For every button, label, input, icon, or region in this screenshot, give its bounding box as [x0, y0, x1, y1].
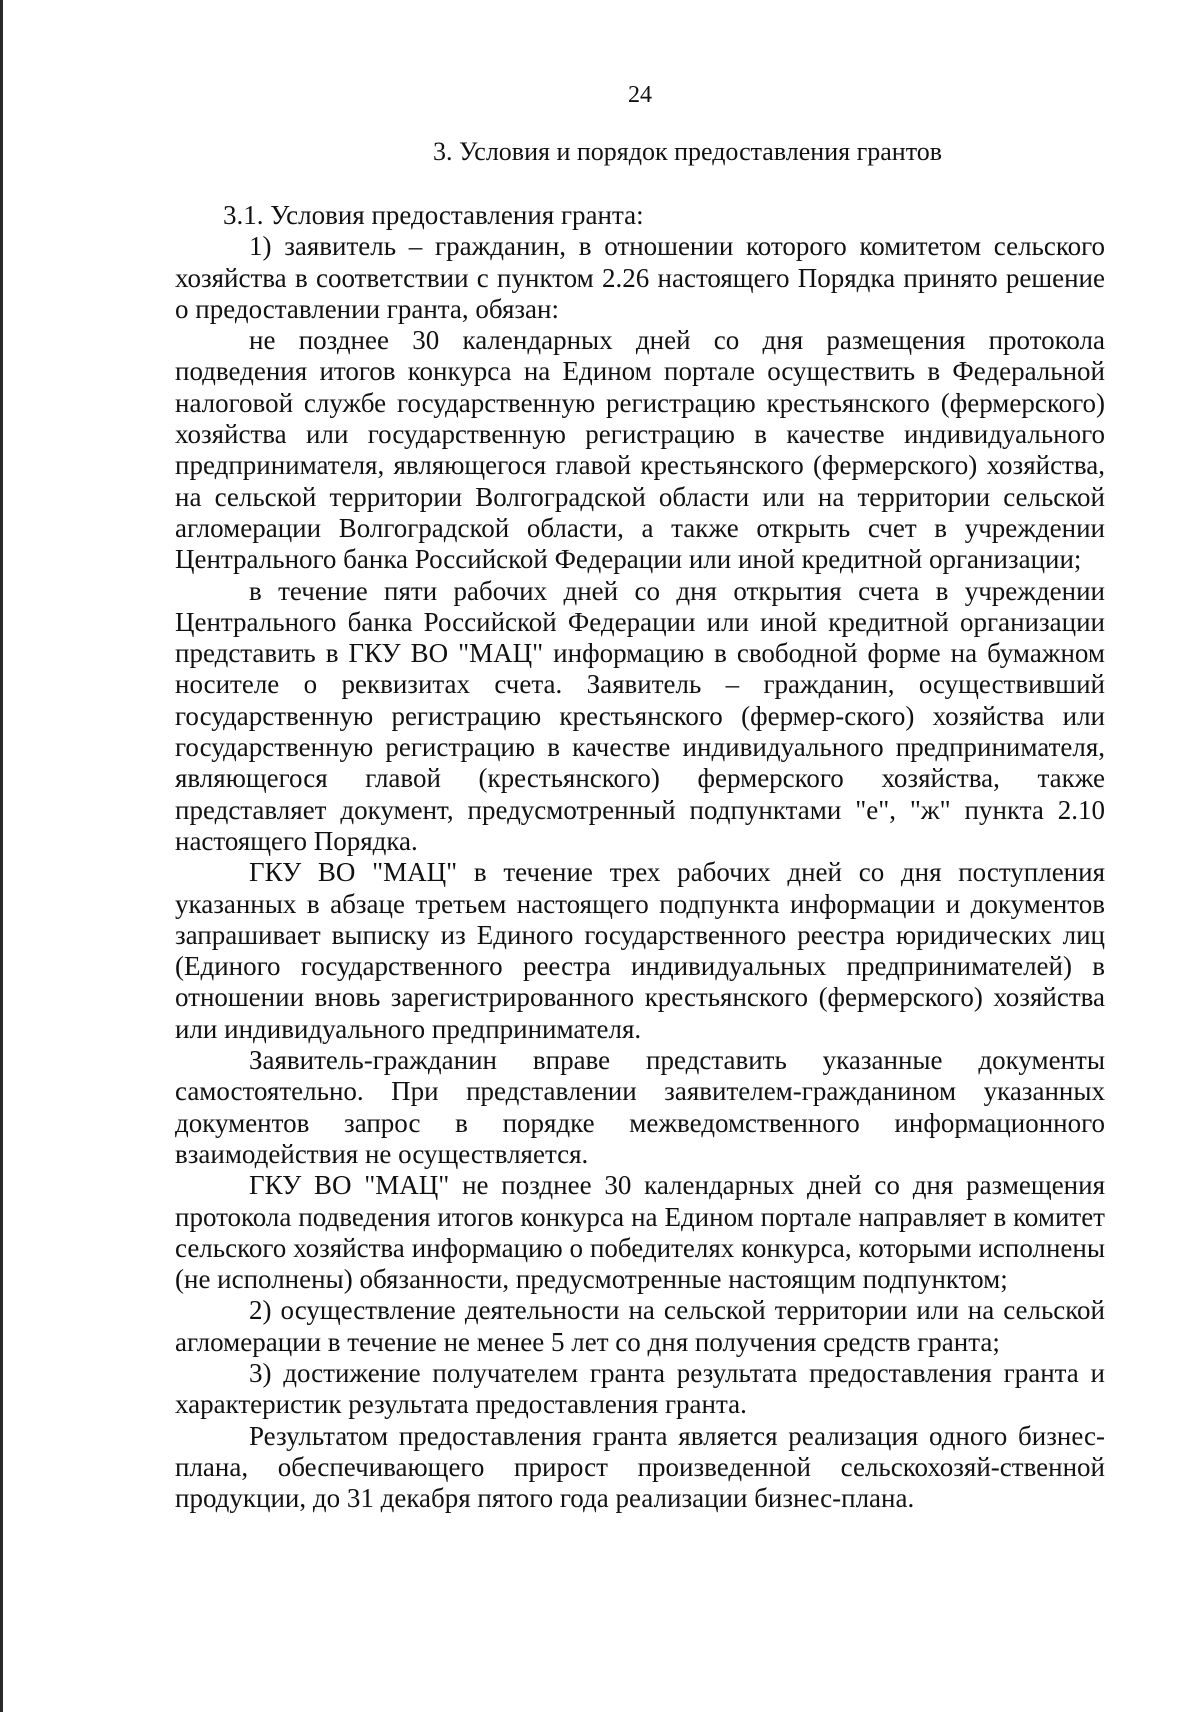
paragraph-self-submission: Заявитель-гражданин вправе представить указанные документы самостоятельно. При представлении заявителем-гражданином указанных документов запрос в порядке межведомственного информационного взаимодействия не осуществляется. — [175, 1045, 1105, 1169]
paragraph-account-details: в течение пяти рабочих дней со дня открытия счета в учреждении Центрального банка Российской Федерации или иной кредитной организации представить в ГКУ ВО "МАЦ" информацию в свободной форме на бумажном носителе о реквизитах счета. Заявитель – гражданин, осуществивший государственную регистрацию крестьянского (фермер-ского) хозяйства или государственную регистрацию в качестве индивидуального предпринимателя, являющегося главой (крестьянского) фермерского хозяйства, также представляет документ, предусмотренный подпунктами "е", "ж" пункта 2.10 настоящего Порядка. — [175, 575, 1105, 856]
scan-edge — [0, 0, 3, 1712]
paragraph-registry-request: ГКУ ВО "МАЦ" в течение трех рабочих дней со дня поступления указанных в абзаце третьем настоящего подпункта информации и документов запрашивает выписку из Единого государственного реестра юридических лиц (Единого государственного реестра индивидуальных предпринимателей) в отношении вновь зарегистрированного крестьянского (фермерского) хозяйства или индивидуального предпринимателя. — [175, 857, 1105, 1044]
paragraph-item-2: 2) осуществление деятельности на сельской территории или на сельской агломерации в течение не менее 5 лет со дня получения средств гранта; — [175, 1295, 1105, 1357]
paragraph-item-3: 3) достижение получателем гранта результата предоставления гранта и характеристик результата предоставления гранта. — [175, 1357, 1105, 1420]
paragraph-item-1: 1) заявитель – гражданин, в отношении которого комитетом сельского хозяйства в соответствии с пунктом 2.26 настоящего Порядка принято решение о предоставлении гранта, обязан: — [175, 231, 1105, 324]
paragraph-3-1-heading: 3.1. Условия предоставления гранта: — [223, 200, 644, 230]
section-title: 3. Условия и порядок предоставления грантов — [433, 137, 942, 166]
paragraph-winners-info: ГКУ ВО "МАЦ" не позднее 30 календарных дней со дня размещения протокола подведения итогов конкурса на Едином портале направляет в комитет сельского хозяйства информацию о победителях конкурса, которыми исполнены (не исполнены) обязанности, предусмотренные настоящим подпунктом; — [175, 1170, 1105, 1295]
body-text — [175, 200, 1105, 1514]
page-number: 24 — [628, 82, 652, 108]
paragraph-registration-deadline: не позднее 30 календарных дней со дня размещения протокола подведения итогов конкурса на Едином портале осуществить в Федеральной налоговой службе государственную регистрацию крестьянского (фермерского) хозяйства или государственную регистрацию в качестве индивидуального предпринимателя, являющегося главой крестьянского (фермерского) хозяйства, на сельской территории Волгоградской области или на территории сельской агломерации Волгоградской области, а также открыть счет в учреждении Центрального банка Российской Федерации или иной кредитной организации; — [175, 325, 1105, 575]
paragraph-grant-result: Результатом предоставления гранта является реализация одного бизнес-плана, обеспечивающего прирост произведенной сельскохозяй-ственной продукции, до 31 декабря пятого года реализации бизнес-плана. — [175, 1420, 1105, 1514]
